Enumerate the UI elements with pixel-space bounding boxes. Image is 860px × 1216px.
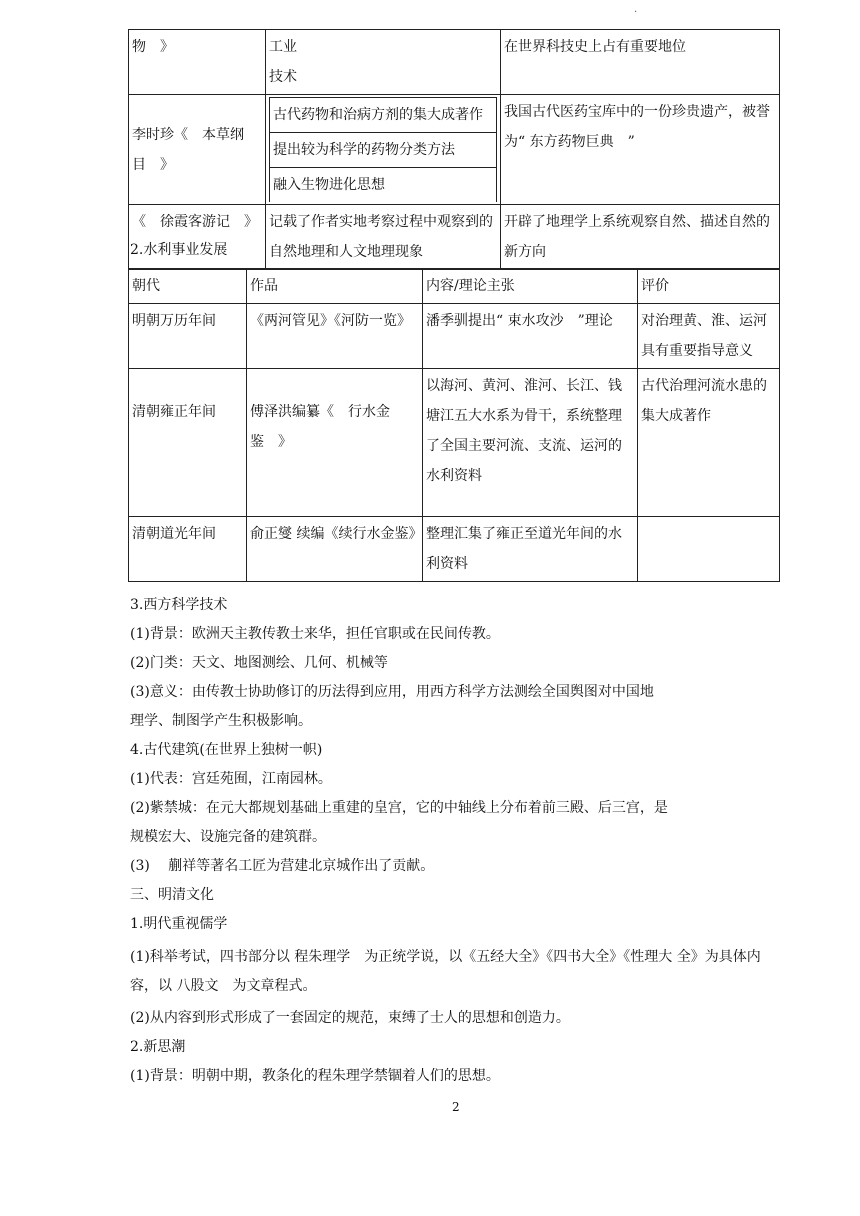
text-line: 理学、制图学产生积极影响。 [130,713,312,729]
table-cell: 潘季驯提出“ 束水攻沙 ”理论 [423,304,638,369]
text-line: (3)意义：由传教士协助修订的历法得到应用，用西方科学方法测绘全国舆图对中国地 [130,684,654,700]
table-subcell: 古代药物和治病方剂的集大成著作 [270,98,497,133]
table-cell: 在世界科技史上占有重要地位 [501,30,780,95]
text-line: (1)背景：明朝中期，教条化的程朱理学禁锢着人们的思想。 [130,1068,500,1084]
table-cell: 以海河、黄河、淮河、长江、钱塘江五大水系为骨干，系统整理了全国主要河流、支流、运河的水利资料 [423,369,638,517]
table-cell: 清朝雍正年间 [129,369,247,517]
table-row [129,304,780,369]
text-line: (2)门类：天文、地图测绘、几何、机械等 [130,655,388,671]
column-header: 内容/理论主张 [423,269,638,304]
table-cell: 李时珍《 本草纲目 》 [129,95,266,205]
table-cell: 记载了作者实地考察过程中观察到的自然地理和人文地理现象 [266,205,501,270]
page-number: 2 [452,1100,460,1114]
table-cell: 物 》 [129,30,266,95]
science-works-table [128,29,780,270]
table-cell: 工业 技术 [266,30,501,95]
table-cell: 我国古代医药宝库中的一份珍贵遗产，被誉为“ 东方药物巨典 ” [501,95,780,205]
column-header: 朝代 [129,269,247,304]
table-header-row [129,269,780,304]
text-line: 规模宏大、设施完备的建筑群。 [130,829,326,845]
table-subcell: 提出较为科学的药物分类方法 [270,133,497,168]
text-line: 4.古代建筑(在世界上独树一帜) [130,742,323,758]
header-mark: . [634,4,638,15]
water-works-table [128,268,780,582]
table-cell: 明朝万历年间 [129,304,247,369]
text-line: (1)背景：欧洲天主教传教士来华，担任官职或在民间传教。 [130,626,500,642]
table-cell: 对治理黄、淮、运河具有重要指导意义 [638,304,780,369]
table-cell: 整理汇集了雍正至道光年间的水利资料 [423,517,638,582]
section-heading: 三、明清文化 [130,887,214,903]
table-cell [266,95,501,205]
column-header: 评价 [638,269,780,304]
table-cell: 《两河管见》《河防一览》 [247,304,423,369]
table-cell: 清朝道光年间 [129,517,247,582]
text-paragraph: (1)科举考试，四书部分以 程朱理学 为正统学说，以《五经大全》《四书大全》《性理大 全》为具体内容，以 八股文 为文章程式。 [130,949,761,994]
table-cell: 傅泽洪编纂《 行水金鉴 》 [247,369,423,517]
table-cell: 古代治理河流水患的集大成著作 [638,369,780,517]
text-line: 1.明代重视儒学 [130,916,228,932]
table-cell: 《 徐霞客游记 》 [129,205,266,270]
table-row [129,517,780,582]
text-line: 3.西方科学技术 [130,597,228,613]
text-line: (2)从内容到形式形成了一套固定的规范，束缚了士人的思想和创造力。 [130,1010,570,1026]
text-line: (3) 蒯祥等著名工匠为营建北京城作出了贡献。 [130,858,435,874]
text-line: 2.新思潮 [130,1039,186,1055]
column-header: 作品 [247,269,423,304]
section-heading: 2.水利事业发展 [130,242,228,258]
table-row [129,95,780,205]
table-row [129,30,780,95]
table-row [129,369,780,517]
table-cell: 开辟了地理学上系统观察自然、描述自然的新方向 [501,205,780,270]
table-subcell: 融入生物进化思想 [270,168,497,203]
table-cell [638,517,780,582]
text-line: (2)紫禁城：在元大都规划基础上重建的皇宫，它的中轴线上分布着前三殿、后三宫，是 [130,800,668,816]
text-line: (1)代表：宫廷苑囿，江南园林。 [130,771,332,787]
table-cell: 俞正燮 续编《续行水金鉴》 [247,517,423,582]
